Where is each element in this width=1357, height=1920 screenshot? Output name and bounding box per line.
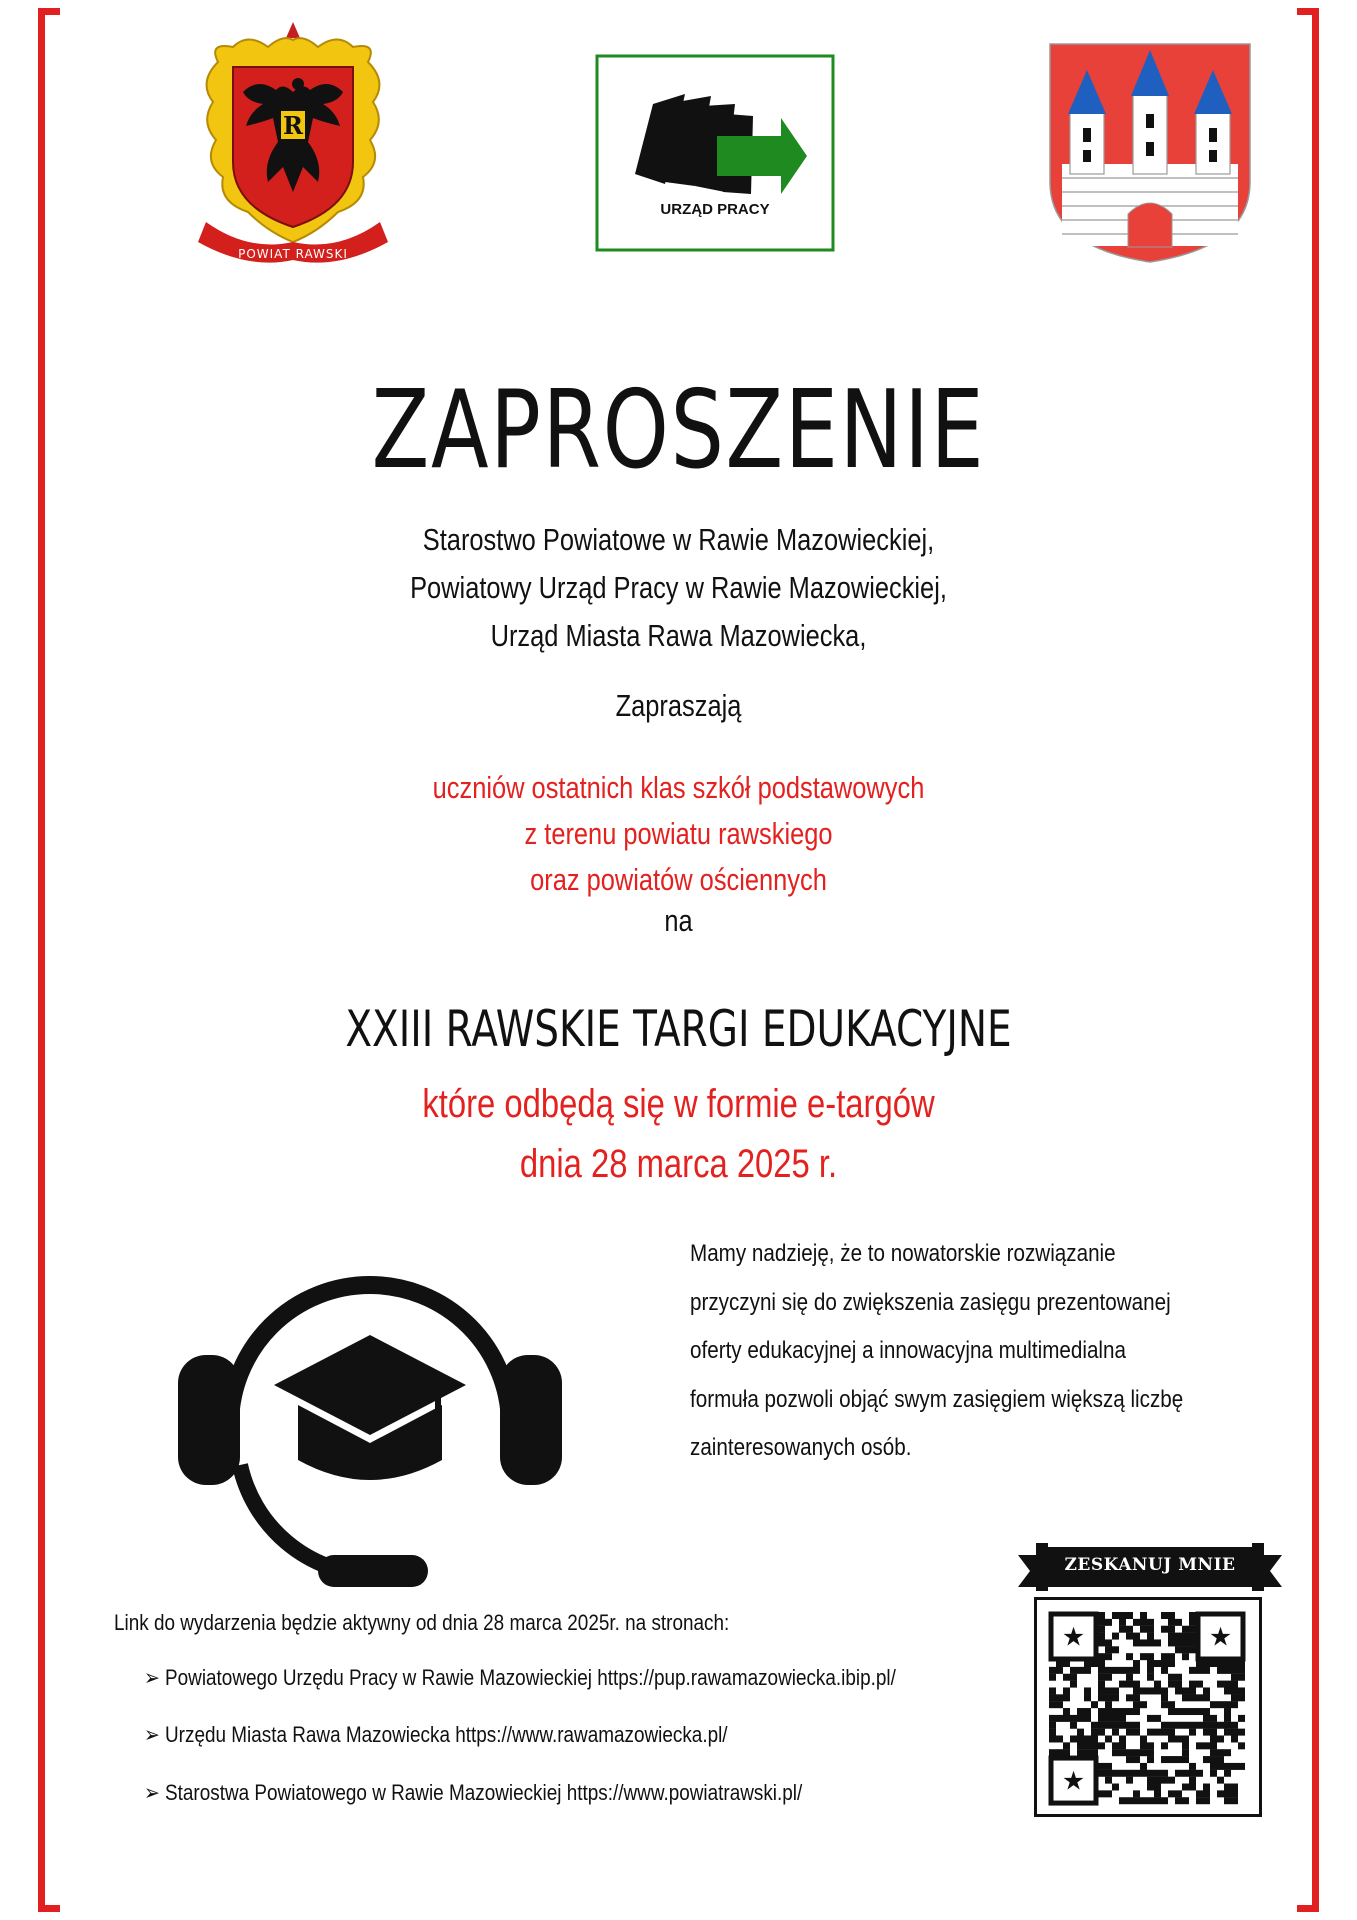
link-item-starostwo[interactable] [144,1780,802,1806]
page-title: ZAPROSZENIE [371,368,986,493]
svg-text:★: ★ [1061,1622,1086,1653]
arrow-bullet-icon: ➢ [144,1666,160,1691]
link-item-text[interactable]: Urzędu Miasta Rawa Mazowiecka https://www.rawamazowiecka.pl/ [165,1722,728,1747]
link-item-text[interactable]: Starostwa Powiatowego w Rawie Mazowieckiej https://www.powiatrawski.pl/ [165,1780,803,1805]
arrow-bullet-icon: ➢ [144,1781,160,1806]
arrow-bullet-icon: ➢ [144,1723,160,1748]
page-frame-left [38,8,45,1912]
event-description [690,1230,1270,1473]
event-name: XXIII RAWSKIE TARGI EDUKACYJNE [345,1000,1012,1058]
event-date-line: dnia 28 marca 2025 r. [519,1142,838,1186]
headset-graduation-cap-icon [170,1255,570,1590]
link-item-text[interactable]: Powiatowego Urzędu Pracy w Rawie Mazowieckiej https://pup.rawamazowiecka.ibip.pl/ [165,1665,896,1690]
audience-line: z terenu powiatu rawskiego [524,816,833,851]
event-form-and-date [122,1074,1235,1194]
svg-text:★: ★ [1061,1766,1086,1797]
coat-of-arms-motto: POWIAT RAWSKI [238,247,348,261]
link-item-pup[interactable] [144,1665,896,1691]
frame-corner [1297,8,1319,15]
audience-line: uczniów ostatnich klas szkół podstawowych [432,770,925,805]
frame-corner [38,8,60,15]
qr-code-frame [1034,1597,1262,1817]
link-item-urzad-miasta[interactable] [144,1722,728,1748]
page-frame-right [1312,8,1319,1912]
svg-text:★: ★ [1208,1622,1233,1653]
links-intro: Link do wydarzenia będzie aktywny od dnia 28 marca 2025r. na stronach: [114,1610,730,1635]
organizer-line: Powiatowy Urząd Pracy w Rawie Mazowieckiej, [410,570,947,605]
audience-line: oraz powiatów ościennych [530,862,827,897]
urzad-pracy-logo [595,54,835,252]
description-line: Mamy nadzieję, że to nowatorskie rozwiązanie [690,1240,1116,1267]
organizer-line: Urząd Miasta Rawa Mazowiecka, [490,618,867,653]
qr-code-icon[interactable] [1037,1600,1259,1814]
qr-code-panel[interactable] [1018,1535,1282,1825]
qr-label: ZESKANUJ MNIE [1064,1555,1236,1575]
na-connector: na [664,903,693,938]
urzad-pracy-label: URZĄD PRACY [660,201,770,218]
description-line: formuła pozwoli objąć swym zasięgiem większą liczbę [690,1385,1184,1413]
event-form-line: które odbędą się w formie e-targów [422,1082,935,1126]
description-line: zainteresowanych osób. [690,1434,912,1461]
coat-of-arms-letter: R [283,111,303,140]
frame-corner [38,1905,60,1912]
description-line: przyczyni się do zwiększenia zasięgu prezentowanej [690,1288,1171,1316]
audience-text [122,765,1235,903]
powiat-rawski-coat-of-arms-logo [188,22,398,282]
description-line: oferty edukacyjnej a innowacyjna multimedialna [690,1337,1126,1364]
frame-corner [1297,1905,1319,1912]
organizer-line: Starostwo Powiatowe w Rawie Mazowieckiej, [422,522,935,557]
invite-verb: Zapraszają [615,688,742,723]
organizers-list [122,516,1235,660]
rawa-mazowiecka-coat-of-arms-logo [1048,42,1252,264]
